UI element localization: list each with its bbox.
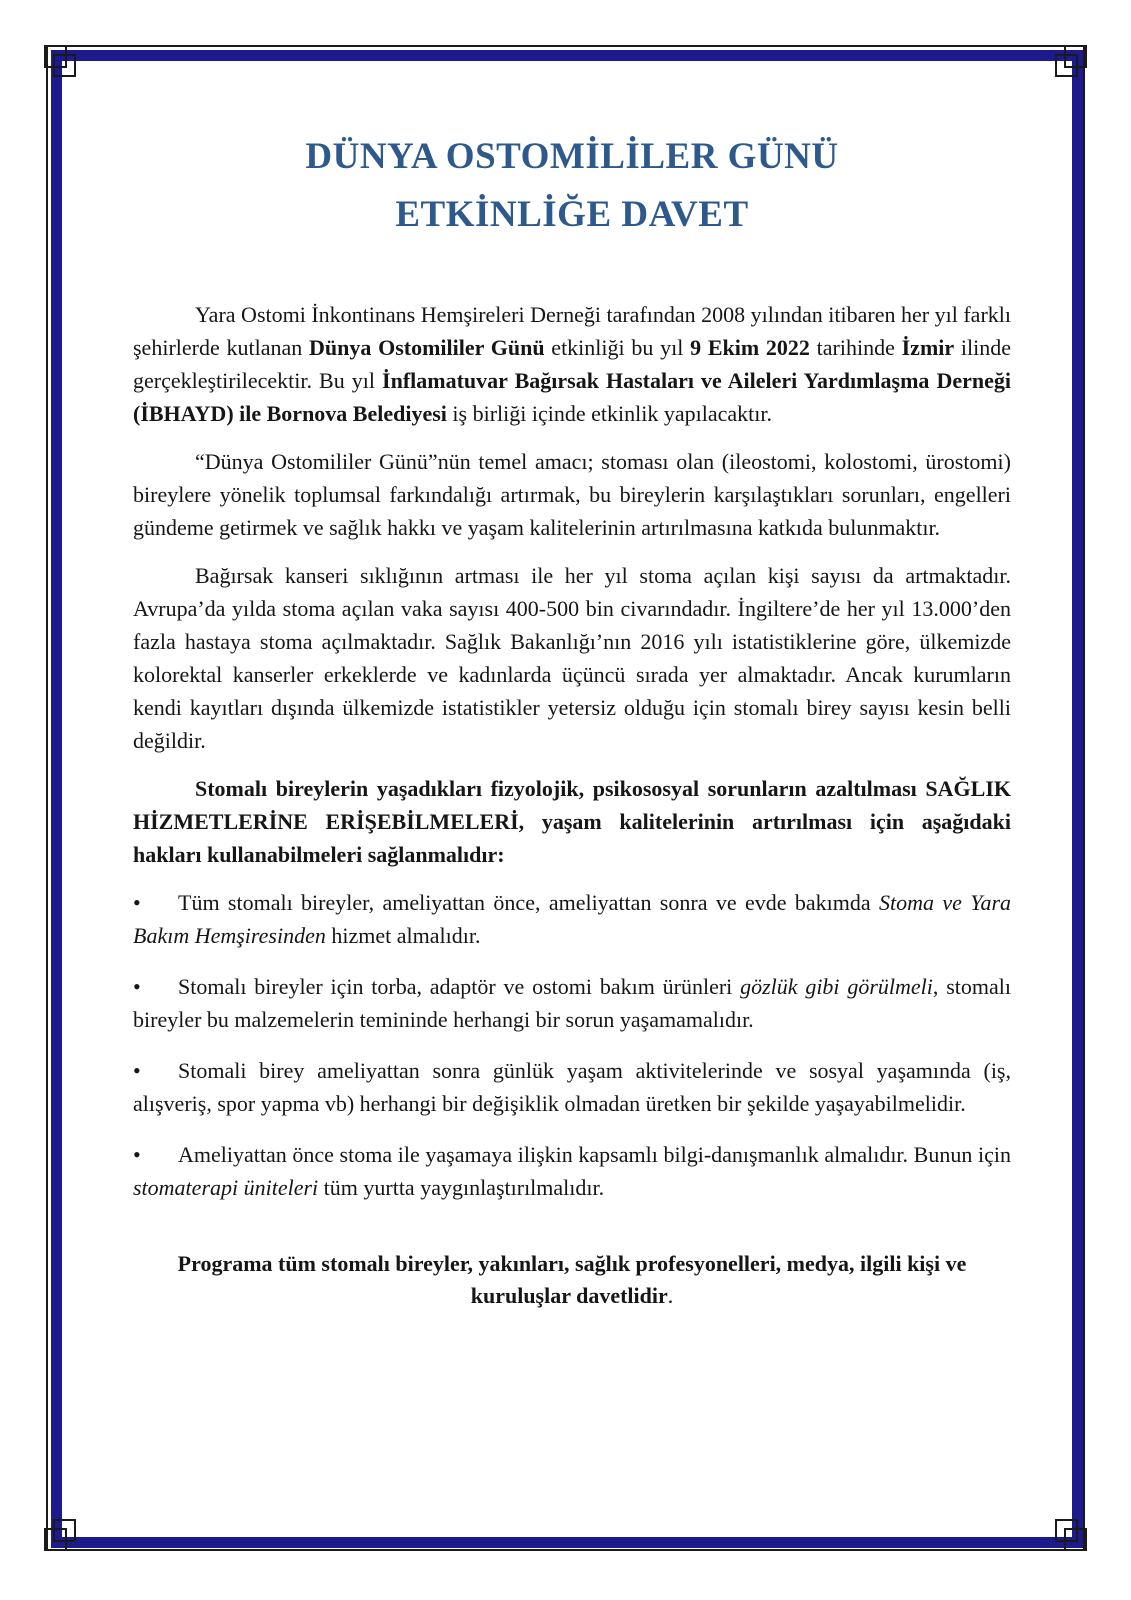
paragraph-intro xyxy=(133,298,1011,430)
bullet-icon: • xyxy=(133,1058,141,1083)
document-content xyxy=(133,0,1011,1327)
text-segment: Dünya Ostomililer Günü xyxy=(308,335,545,360)
bullet-item-nurse-care xyxy=(133,886,1011,952)
text-segment: hizmet almalıdır. xyxy=(325,923,481,948)
closing-invitation xyxy=(133,1248,1011,1312)
bullet-icon: • xyxy=(133,1142,141,1167)
text-segment: stomaterapi üniteleri xyxy=(133,1175,319,1200)
text-segment: , stomalı bireyler bu malzemelerin temininde herhangi bir sorun yaşamamalıdır. xyxy=(133,974,1012,1032)
text-segment: Stomalı bireyler için torba, adaptör ve ostomi bakım ürünleri xyxy=(178,974,741,999)
bullet-icon: • xyxy=(133,974,141,999)
text-segment: Programa tüm stomalı bireyler, yakınları, sağlık profesyonelleri, medya, ilgili kişi ve kuruluşlar davetlidir xyxy=(177,1251,967,1308)
text-segment: Stoma ve Yara Bakım Hemşiresinden xyxy=(133,890,1012,948)
text-segment: Bağırsak kanseri sıklığının artması ile her yıl stoma açılan kişi sayısı da artmaktadır. Avrupa’da yılda stoma açılan vaka sayısı 400-500 bin civarındadır. İngiltere’de her yıl 13.000’den fazla hastaya stoma açılmaktadır. Sağlık Bakanlığı’nın 2016 yılı istatistiklerine göre, ülkemizde kolorektal kanserler erkeklerde ve kadınlarda üçüncü sırada yer almaktadır. Ancak kurumların kendi kayıtları dışında ülkemizde istatistikler yetersiz olduğu için stomalı birey sayısı kesin belli değildir. xyxy=(133,563,1011,753)
paragraph-purpose xyxy=(133,445,1011,544)
text-segment: İzmir xyxy=(901,335,955,360)
text-segment: . xyxy=(667,1283,674,1308)
bullet-item-counseling xyxy=(133,1138,1011,1204)
bullet-text xyxy=(133,1142,1011,1200)
text-segment: Stomalı bireylerin yaşadıkları fizyolojik, psikososyal sorunların azaltılması SAĞLIK HİZMETLERİNE ERİŞEBİLMELERİ, yaşam kalitelerinin artırılması için aşağıdaki hakları kullanabilmeleri sağlanmalıdır: xyxy=(133,776,1011,867)
document-title-line2: ETKİNLİĞE DAVET xyxy=(395,194,749,235)
bullet-text xyxy=(133,890,1011,948)
text-segment: 9 Ekim 2022 xyxy=(690,335,810,360)
document-title-line1: DÜNYA OSTOMİLİLER GÜNÜ xyxy=(305,136,839,177)
document-title xyxy=(133,128,1011,244)
text-segment: etkinliği bu yıl xyxy=(544,335,691,360)
paragraph-rights-intro xyxy=(133,772,1011,871)
text-segment: İnflamatuvar Bağırsak Hastaları ve Aileleri Yardımlaşma Derneği (İBHAYD) ile Bornova Belediyesi xyxy=(133,368,1011,426)
bullet-item-daily-life xyxy=(133,1054,1011,1120)
corner-ornament-top-right-inner xyxy=(1055,54,1078,77)
text-segment: Ameliyattan önce stoma ile yaşamaya ilişkin kapsamlı bilgi-danışmanlık almalıdır. Bunun için xyxy=(178,1142,1011,1167)
text-segment: Yara Ostomi İnkontinans Hemşireleri Derneği tarafından 2008 yılından itibaren her yıl farklı şehirlerde kutlanan xyxy=(133,302,1011,360)
text-segment: tüm yurtta yaygınlaştırılmalıdır. xyxy=(318,1175,605,1200)
bullet-item-care-products xyxy=(133,970,1011,1036)
paragraph-statistics xyxy=(133,559,1011,757)
bullet-text xyxy=(133,1058,1011,1116)
text-segment: Stomali birey ameliyattan sonra günlük yaşam aktivitelerinde ve sosyal yaşamında (iş, alışveriş, spor yapma vb) herhangi bir değişiklik olmadan üretken bir şekilde yaşayabilmelidir. xyxy=(133,1058,1011,1116)
corner-ornament-top-left-inner xyxy=(53,54,76,77)
corner-ornament-bottom-left-inner xyxy=(53,1519,76,1542)
text-segment: gözlük gibi görülmeli xyxy=(740,974,933,999)
text-segment: ilinde gerçekleştirilecektir. Bu yıl xyxy=(133,335,1011,393)
text-segment: iş birliği içinde etkinlik yapılacaktır. xyxy=(446,401,772,426)
corner-ornament-bottom-right-inner xyxy=(1055,1519,1078,1542)
bullet-icon: • xyxy=(133,890,141,915)
bullet-text xyxy=(133,974,1011,1032)
text-segment: “Dünya Ostomililer Günü”nün temel amacı; stoması olan (ileostomi, kolostomi, ürostomi) bireylere yönelik toplumsal farkındalığı artırmak, bu bireylerin karşılaştıkları sorunları, engelleri gündeme getirmek ve sağlık hakkı ve yaşam kalitelerinin artırılmasına katkıda bulunmaktır. xyxy=(133,449,1011,540)
text-segment: Tüm stomalı bireyler, ameliyattan önce, ameliyattan sonra ve evde bakımda xyxy=(178,890,879,915)
text-segment: tarihinde xyxy=(809,335,902,360)
